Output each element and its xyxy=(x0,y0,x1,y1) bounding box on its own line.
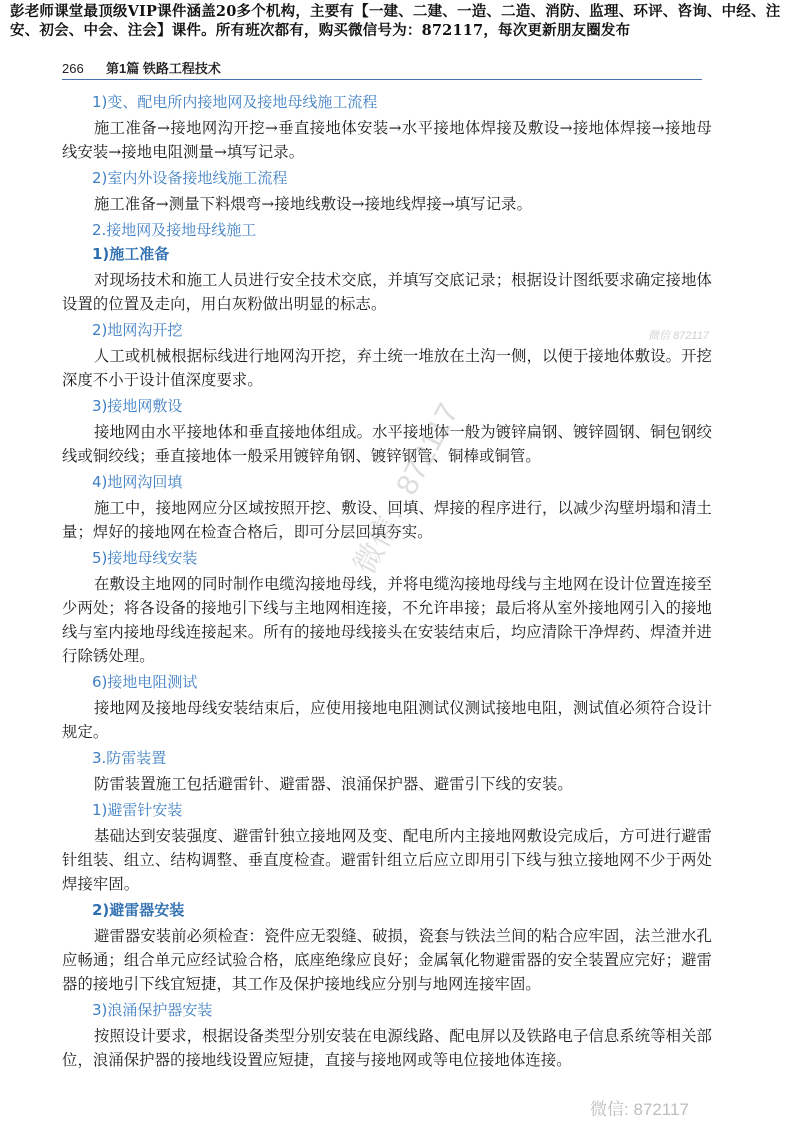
body-paragraph: 防雷装置施工包括避雷针、避雷器、浪涌保护器、避雷引下线的安装。 xyxy=(94,775,573,793)
watermark-small: 微信 872117 xyxy=(648,330,709,342)
promo-banner: 彭老师课堂最顶级VIP课件涵盖20多个机构，主要有【一建、二建、一造、二造、消防、监理、环评、咨询、中经、注安、初会、中会、注会】课件。所有班次都有，购买微信号为：872117，每次更新朋友圈发布 xyxy=(10,3,781,39)
running-head xyxy=(62,58,702,80)
section-heading: 4)地网沟回填 xyxy=(92,473,183,491)
section-heading: 2.接地网及接地母线施工 xyxy=(92,221,257,239)
body-paragraph: 避雷器安装前必须检查：瓷件应无裂缝、破损，瓷套与铁法兰间的粘合应牢固，法兰泄水孔应畅通；组合单元应经试验合格，底座绝缘应良好；金属氧化物避雷器的安全装置应完好；避雷器的接地引下线宜短捷，其工作及保护接地线应分别与地网连接牢固。 xyxy=(62,927,712,993)
section-heading: 1)施工准备 xyxy=(92,245,170,263)
page-body xyxy=(62,88,712,1074)
watermark-diagonal: 微信：872117 xyxy=(347,398,466,580)
section-heading: 3)浪涌保护器安装 xyxy=(92,1001,213,1019)
section-heading: 3.防雷装置 xyxy=(92,749,167,767)
page-number: 266 xyxy=(62,61,84,76)
section-heading: 2)避雷器安装 xyxy=(92,901,185,919)
section-heading: 5)接地母线安装 xyxy=(92,549,198,567)
section-heading: 2)地网沟开挖 xyxy=(92,321,183,339)
body-paragraph: 在敷设主地网的同时制作电缆沟接地母线，并将电缆沟接地母线与主地网在设计位置连接至少两处；将各设备的接地引下线与主地网相连接，不允许串接；最后将从室外接地网引入的接地线与室内接地母线连接起来。所有的接地母线接头在安装结束后，均应清除干净焊药、焊渣并进行除锈处理。 xyxy=(62,575,712,665)
body-paragraph: 施工准备→测量下料煨弯→接地线敷设→接地线焊接→填写记录。 xyxy=(94,195,533,213)
body-paragraph: 接地网及接地母线安装结束后，应使用接地电阻测试仪测试接地电阻，测试值必须符合设计规定。 xyxy=(62,699,712,741)
body-paragraph: 人工或机械根据标线进行地网沟开挖，弃土统一堆放在土沟一侧，以便于接地体敷设。开挖深度不小于设计值深度要求。 xyxy=(62,347,712,389)
body-paragraph: 基础达到安装强度、避雷针独立接地网及变、配电所内主接地网敷设完成后，方可进行避雷针组装、组立、结构调整、垂直度检查。避雷针组立后应立即用引下线与独立接地网不少于两处焊接牢固。 xyxy=(62,827,712,893)
section-heading: 6)接地电阻测试 xyxy=(92,673,198,691)
body-paragraph: 施工准备→接地网沟开挖→垂直接地体安装→水平接地体焊接及敷设→接地体焊接→接地母线安装→接地电阻测量→填写记录。 xyxy=(62,119,712,161)
body-paragraph: 施工中，接地网应分区域按照开挖、敷设、回填、焊接的程序进行，以减少沟壁坍塌和清土量；焊好的接地网在检查合格后，即可分层回填夯实。 xyxy=(62,499,712,541)
chapter-title: 第1篇 铁路工程技术 xyxy=(106,61,221,76)
section-heading: 2)室内外设备接地线施工流程 xyxy=(92,169,288,187)
section-heading: 1)变、配电所内接地网及接地母线施工流程 xyxy=(92,93,378,111)
body-paragraph: 对现场技术和施工人员进行安全技术交底，并填写交底记录；根据设计图纸要求确定接地体设置的位置及走向，用白灰粉做出明显的标志。 xyxy=(62,271,712,313)
body-paragraph: 按照设计要求，根据设备类型分别安装在电源线路、配电屏以及铁路电子信息系统等相关部位，浪涌保护器的接地线设置应短捷，直接与接地网或等电位接地体连接。 xyxy=(62,1027,712,1069)
section-heading: 1)避雷针安装 xyxy=(92,801,183,819)
body-paragraph: 接地网由水平接地体和垂直接地体组成。水平接地体一般为镀锌扁钢、镀锌圆钢、铜包钢绞线或铜绞线；垂直接地体一般采用镀锌角钢、镀锌钢管、铜棒或铜管。 xyxy=(62,423,712,465)
watermark-bottom: 微信: 872117 xyxy=(590,1100,689,1119)
section-heading: 3)接地网敷设 xyxy=(92,397,183,415)
